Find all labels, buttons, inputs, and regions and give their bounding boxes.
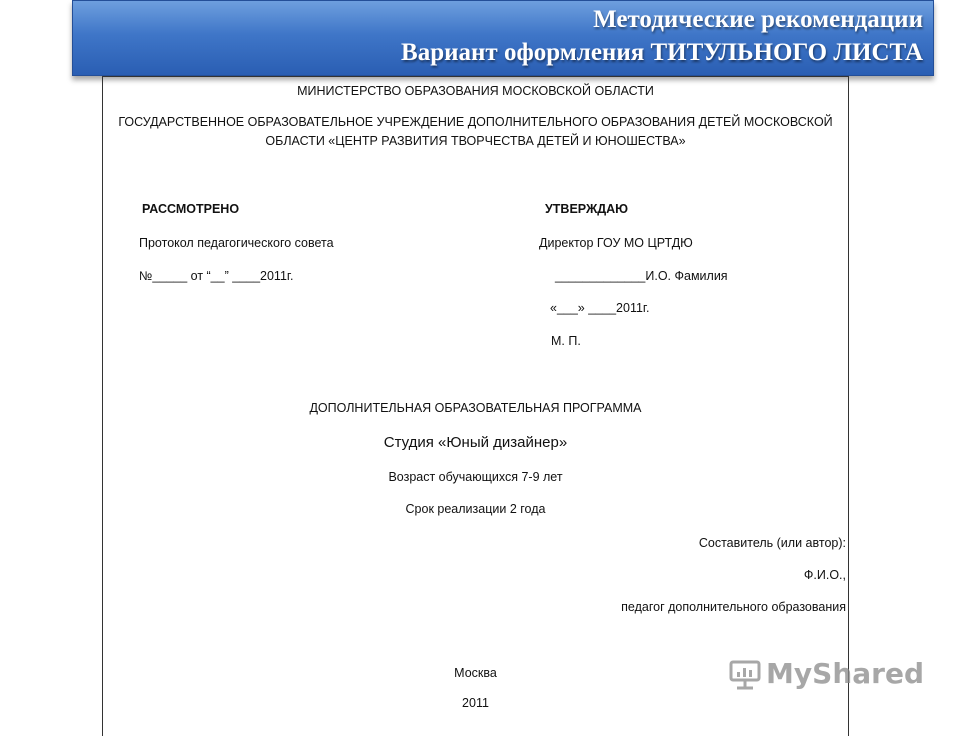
protocol-text: Протокол педагогического совета [139, 236, 334, 250]
approval-date-line: «___» ____2011г. [550, 301, 650, 315]
banner-title-line1: Методические рекомендации [593, 6, 923, 33]
ministry-text: МИНИСТЕРСТВО ОБРАЗОВАНИЯ МОСКОВСКОЙ ОБЛАСТИ [297, 84, 654, 98]
institution-line2: ОБЛАСТИ «ЦЕНТР РАЗВИТИЯ ТВОРЧЕСТВА ДЕТЕЙ И ЮНОШЕСТВА» [265, 134, 686, 148]
title-banner [72, 0, 934, 76]
watermark-text: MyShared [766, 657, 924, 690]
studio-name: Студия «Юный дизайнер» [383, 434, 568, 451]
title-page-document [102, 76, 849, 736]
banner-title-line2: Вариант оформления ТИТУЛЬНОГО ЛИСТА [401, 39, 923, 66]
director-text: Директор ГОУ МО ЦРТДЮ [539, 236, 693, 250]
myshared-watermark [728, 657, 924, 690]
protocol-number-line: №_____ от “__” ____2011г. [139, 269, 294, 283]
stamp-text: М. П. [551, 334, 581, 348]
signature-line: _____________И.О. Фамилия [555, 269, 728, 283]
program-title: ДОПОЛНИТЕЛЬНАЯ ОБРАЗОВАТЕЛЬНАЯ ПРОГРАММА [309, 401, 642, 415]
approve-heading: УТВЕРЖДАЮ [545, 202, 629, 216]
city-text: Москва [454, 666, 497, 680]
presentation-icon [728, 658, 762, 690]
institution-line1: ГОСУДАРСТВЕННОЕ ОБРАЗОВАТЕЛЬНОЕ УЧРЕЖДЕНИЕ ДОПОЛНИТЕЛЬНОГО ОБРАЗОВАНИЯ ДЕТЕЙ МОСКОВСКОЙ [118, 115, 833, 129]
author-label: Составитель (или автор): [698, 536, 846, 550]
duration-text: Срок реализации 2 года [405, 502, 546, 516]
author-position: педагог дополнительного образования [621, 600, 846, 614]
author-name: Ф.И.О., [803, 568, 846, 582]
reviewed-heading: РАССМОТРЕНО [142, 202, 240, 216]
year-text: 2011 [462, 696, 489, 710]
age-text: Возраст обучающихся 7-9 лет [388, 470, 563, 484]
